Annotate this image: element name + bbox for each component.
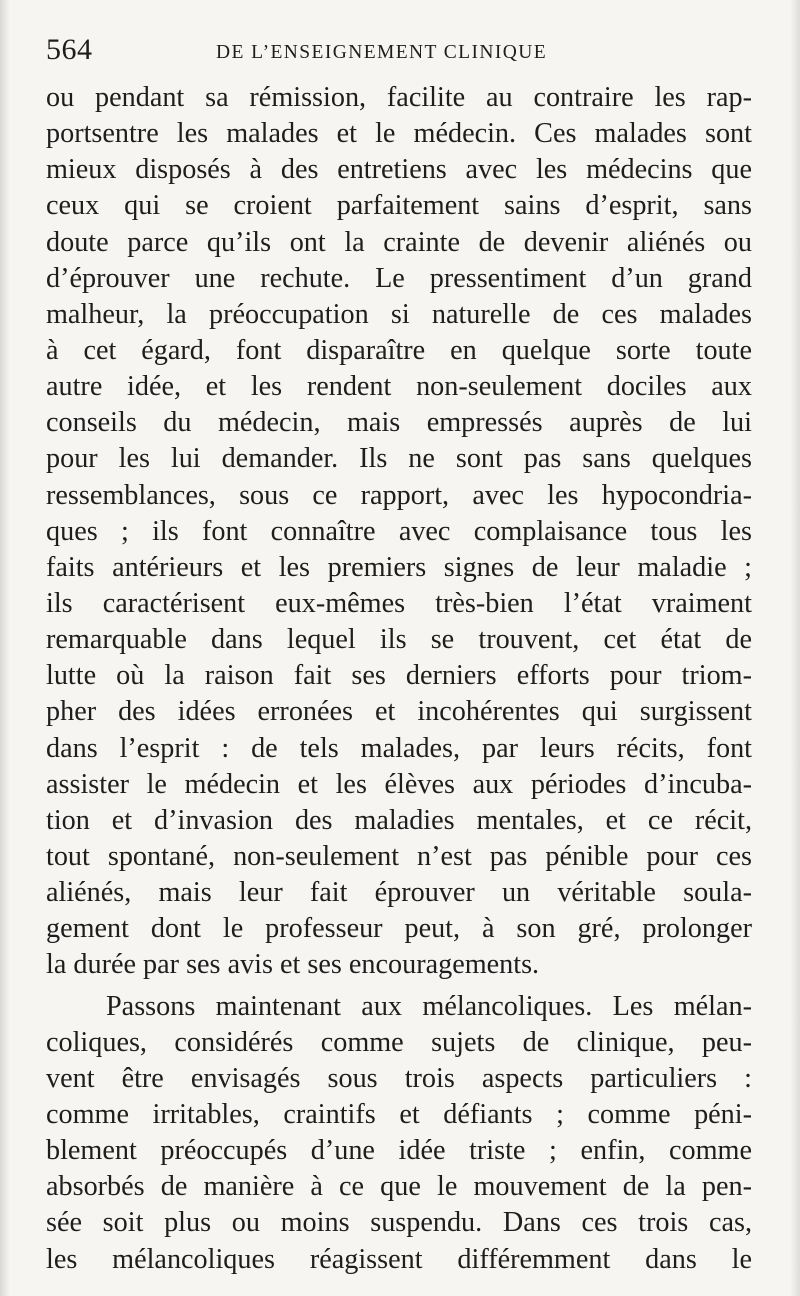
text-line: ques ; ils font connaître avec complaisance tous les xyxy=(46,515,752,547)
text-line: ils caractérisent eux-mêmes très-bien l’état vraiment xyxy=(46,587,752,619)
running-title: DE L’ENSEIGNEMENT CLINIQUE xyxy=(216,42,548,63)
text-line: absorbés de manière à ce que le mouvement de la pen- xyxy=(46,1171,752,1203)
text-line: gement dont le professeur peut, à son gré, prolonger xyxy=(46,913,752,945)
text-line: tion et d’invasion des maladies mentales, et ce récit, xyxy=(46,804,752,836)
text-line: ressemblances, sous ce rapport, avec les hypocondria- xyxy=(46,479,752,511)
text-line: ou pendant sa rémission, facilite au contraire les rap- xyxy=(46,82,752,113)
text-line: d’éprouver une rechute. Le pressentiment d’un grand xyxy=(46,262,752,294)
page-number: 564 xyxy=(46,33,93,66)
page-left-edge xyxy=(0,0,10,1296)
text-line: les mélancoliques réagissent différemment dans le xyxy=(46,1243,752,1275)
text-line-indented: Passons maintenant aux mélancoliques. Les mélan- xyxy=(106,990,752,1022)
text-line: vent être envisagés sous trois aspects particuliers : xyxy=(46,1062,752,1094)
text-line: lutte où la raison fait ses derniers efforts pour triom- xyxy=(46,660,752,692)
text-line: faits antérieurs et les premiers signes de leur maladie ; xyxy=(46,551,752,583)
text-line: blement préoccupés d’une idée triste ; enfin, comme xyxy=(46,1135,752,1167)
text-line: dans l’esprit : de tels malades, par leurs récits, font xyxy=(46,732,752,764)
page-right-edge xyxy=(790,0,800,1296)
text-line: remarquable dans lequel ils se trouvent, cet état de xyxy=(46,624,752,656)
text-line: aliénés, mais leur fait éprouver un véritable soula- xyxy=(46,877,752,909)
text-line: pher des idées erronées et incohérentes qui surgissent xyxy=(46,696,752,728)
text-line: coliques, considérés comme sujets de clinique, peu- xyxy=(46,1026,752,1058)
text-line: autre idée, et les rendent non-seulement dociles aux xyxy=(46,371,752,403)
running-head xyxy=(46,32,754,68)
text-line: conseils du médecin, mais empressés auprès de lui xyxy=(46,407,752,439)
text-line: sée soit plus ou moins suspendu. Dans ces trois cas, xyxy=(46,1207,752,1239)
text-line: mieux disposés à des entretiens avec les médecins que xyxy=(46,154,752,186)
text-line: pour les lui demander. Ils ne sont pas sans quelques xyxy=(46,443,752,475)
text-line: comme irritables, craintifs et défiants ; comme péni- xyxy=(46,1098,752,1130)
text-line: doute parce qu’ils ont la crainte de devenir aliénés ou xyxy=(46,226,752,258)
text-line: portsentre les malades et le médecin. Ces malades sont xyxy=(46,118,752,150)
paragraph-1 xyxy=(46,80,752,984)
text-line: à cet égard, font disparaître en quelque sorte toute xyxy=(46,334,752,366)
text-line: malheur, la préoccupation si naturelle de ces malades xyxy=(46,298,752,330)
text-line: assister le médecin et les élèves aux périodes d’incuba- xyxy=(46,768,752,800)
text-line: ceux qui se croient parfaitement sains d’esprit, sans xyxy=(46,190,752,222)
text-line-last: la durée par ses avis et ses encouragements. xyxy=(46,949,540,981)
text-line: tout spontané, non-seulement n’est pas pénible pour ces xyxy=(46,840,752,872)
paragraph-2 xyxy=(46,989,752,1278)
body-text xyxy=(46,80,752,1278)
